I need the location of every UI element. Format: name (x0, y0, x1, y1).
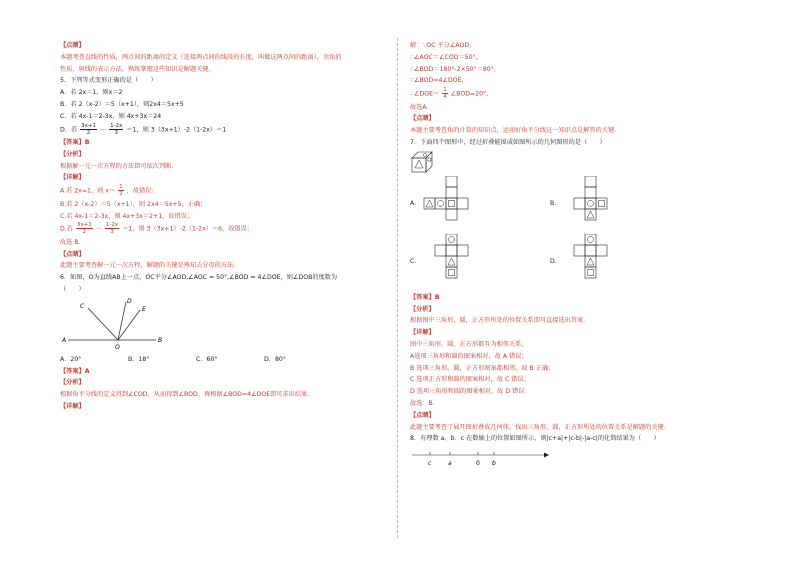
nets-row-1 (410, 176, 730, 234)
left-column (60, 40, 380, 413)
net-c (422, 234, 492, 290)
net-a (422, 176, 492, 232)
detail-line: D.若 $\frac{3x+1}{2}$ － $\frac{1-2x}{3}$ ＝1，则 3（3x+1）-2（1-2x）＝6，故错误； (60, 222, 253, 236)
question-5: 5．下列等式变形正确的是（ ） (60, 77, 157, 85)
nets-row-2 (410, 234, 730, 292)
solution-line: ∵∠BOD=4∠DOE， (410, 77, 468, 85)
detail-line: 故选：B． (410, 400, 439, 408)
answer-label: 【答案】B (60, 139, 90, 147)
detail-line: 故选 B． (60, 238, 85, 246)
solution-line: 故选A． (410, 103, 433, 111)
heading-comment: 【点睛】 (410, 411, 435, 419)
fraction: $\frac{1-2x}{3}$ (105, 222, 119, 236)
net-d (572, 234, 632, 290)
point-b-label: b (492, 460, 496, 468)
point-c-label: c (428, 460, 432, 468)
label-b: B (158, 336, 163, 344)
solution-line: 解：∵OC 平分∠AOD， (410, 42, 476, 49)
detail-label: 【详解】 (60, 403, 85, 411)
label-c: C (80, 302, 85, 310)
right-column (410, 40, 730, 471)
heading-comment: 【点睛】 (410, 115, 435, 123)
detail-line: A.若 2x=1，则 x＝ $\frac{1}{2}$ ，故错误； (60, 184, 158, 198)
q6-options: A．20° B．18° C．60° D．80° (60, 355, 286, 363)
label-d: D (127, 297, 132, 305)
detail-line: C.若 4x-1＝2-3x，则 4x+3x＝2+1，故错误； (60, 212, 194, 220)
answer-label: 【答案】A (60, 367, 90, 375)
fraction: $\frac{3x+1}{2}$ (76, 222, 92, 236)
fraction: $\frac{1}{4}$ (443, 87, 447, 101)
fraction: $\frac{3x+1}{2}$ (81, 122, 96, 136)
detail-line: 图中三角形，圆，正方形都互为相邻关系， (410, 341, 528, 349)
analysis-text: 根据图中三角形，圆，正方形所处的位置关系即可直接选出答案. (410, 317, 586, 325)
point-a-label: a (448, 460, 452, 468)
analysis-label: 【分析】 (60, 150, 85, 158)
label-e: E (142, 305, 146, 313)
fraction: $\frac{1}{2}$ (119, 184, 123, 198)
option-a-label: A． (410, 199, 421, 207)
heading-comment: 【点睛】 (60, 250, 85, 258)
option-d-label: D． (550, 257, 561, 265)
origin-label: 0 (476, 460, 480, 468)
comment-text: 本题考查直线的性质，两点间的距离的定义（连接两点间的线段的长度，叫做这两点间的距离），余角的 (60, 53, 342, 61)
column-divider (397, 38, 398, 538)
detail-line: B 选项三角形，圆，正方形图案都相邻，故 B 正确； (410, 364, 555, 372)
analysis-text: 根据解一元一次方程的方法即可依次判断. (60, 162, 174, 170)
number-line (410, 447, 550, 471)
question-8: 8．有理数 a、b、c 在数轴上的位置如图所示，则|c+a|+|c-b|-|a-c|的化简结果为（ ） (410, 435, 660, 443)
comment-text: 本题主要考查角的计算的知识点，运用好角平分线这一知识点是解答的关键． (410, 127, 621, 135)
detail-line: C 选项正方形和圆的图案相对，故 C 错误； (410, 376, 530, 384)
cube-figure (410, 150, 434, 176)
answer-label: 【答案】B (410, 293, 440, 301)
net-b (572, 176, 632, 232)
question-6: 6．如图，O为直线AB上一点，OC平分∠AOD,∠AOC = 50°,∠BOD = 4∠DOE，则∠DOB的度数为 (60, 274, 338, 282)
detail-line: D 选项三角形和圆的图案相对，故 D 错误． (410, 388, 531, 396)
fraction: $\frac{1-2x}{3}$ (110, 122, 123, 136)
comment-text: 性质，射线的表示方法，熟练掌握这些知识是解题关键。 (60, 65, 215, 73)
detail-label: 【详解】 (60, 174, 85, 182)
option-b-label: B． (550, 199, 561, 207)
question-6-paren: （ ） (60, 286, 85, 294)
solution-line: ∴∠BOD＝180°-2×50°＝80°， (410, 65, 501, 73)
solution-line: ∴∠AOC＝∠COD＝50°， (410, 53, 482, 61)
analysis-label: 【分析】 (410, 305, 435, 313)
detail-line: A选项三角形和圆的图案相对，故 A 错误； (410, 352, 528, 360)
analysis-label: 【分析】 (60, 379, 85, 387)
angle-figure (60, 298, 170, 354)
q5-option-a: A．若 2x＝1，则x＝2 (60, 89, 123, 97)
detail-label: 【详解】 (410, 329, 435, 337)
q5-option-d: D．若 $\frac{3x+1}{2}$ － $\frac{1-2x}{3}$ ＝1，则 3（3x+1）-2（1-2x）＝1 (60, 122, 227, 136)
solution-line: ∴∠DOE＝ $\frac{1}{4}$ ∠BOD=20°， (410, 87, 493, 101)
analysis-text: 根据角平分线的定义得到∠COD，从而得到∠BOD，再根据∠BOD=4∠DOE即可求出结果. (60, 391, 310, 399)
label-o: O (115, 343, 120, 351)
option-c-label: C． (410, 257, 421, 265)
question-7: 7．下面四个图形中，经过折叠能围成如图所示的几何图形的是（ ） (410, 139, 606, 147)
q5-option-c: C．若 4x-1＝2-3x，则 4x+3x＝24 (60, 112, 162, 120)
label-a: A (62, 336, 67, 344)
detail-line: B.若 2（x-2）＝5（x+1），则 2x4＝5x+5，正确； (60, 200, 207, 208)
heading-comment: 【点睛】 (60, 42, 85, 49)
comment-text: 此题主要考查解一元一次方程，解题的关键是熟知去分母的方法. (60, 262, 236, 270)
q5-option-b: B．若 2（x-2）＝5（x+1），则2x4＝5x+5 (60, 100, 184, 108)
comment-text: 此题主要考查了展开图折叠成几何体，找出三角形，圆，正方形所处的位置关系是解题的关键． (410, 423, 670, 431)
